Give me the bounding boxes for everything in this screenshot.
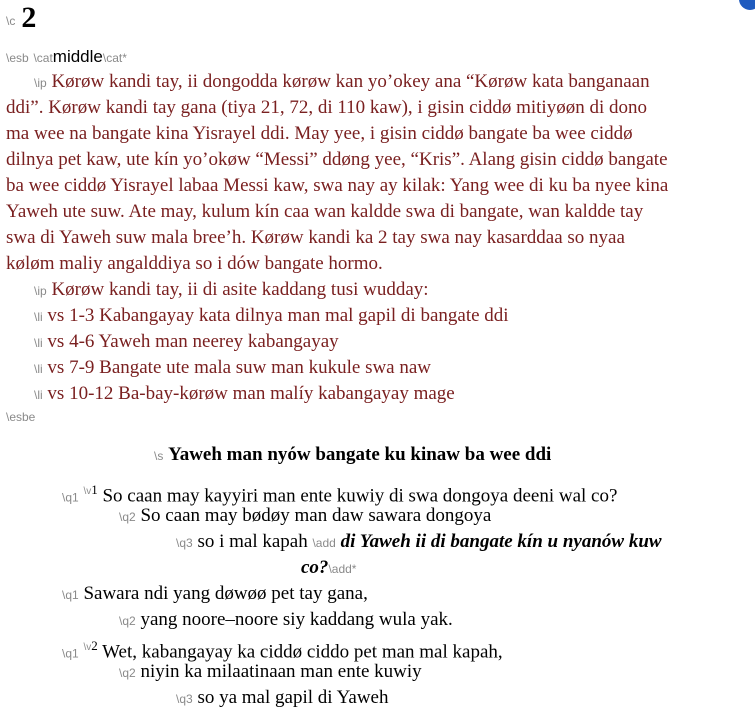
add-end-marker: \add* — [328, 562, 357, 576]
poetry-text-1: So caan may kayyiri man ente kuwiy di swa dongoya deeni wal co? — [102, 485, 618, 507]
poetry-text-4: Sawara ndi yang døwøø pet tay gana, — [83, 583, 368, 604]
q3-marker: \q3 — [176, 692, 193, 706]
esb-marker: \esb — [6, 51, 29, 65]
intro-line-4: dilnya pet kaw, ute kín yo’okøw “Messi” ddøng yee, “Kris”. Alang gisin ciddø bangate — [6, 149, 668, 170]
list-item — [34, 329, 339, 356]
poetry-text-2: So caan may bødøy man daw sawara dongoya — [140, 505, 492, 526]
intro-line-7: swa di Yaweh suw mala bree’h. Kørøw kandi ka 2 tay swa nay kasarddaa so nyaa — [6, 227, 625, 248]
list-item — [34, 381, 455, 408]
poetry-text-8: so ya mal gapil di Yaweh — [197, 687, 389, 708]
q2-marker: \q2 — [119, 510, 136, 524]
intro-text-1: Kørøw kandi tay, ii dongodda kørøw kan yo’okey ana “Kørøw kata banganaan — [51, 71, 650, 92]
poetry-text-7: niyin ka milaatinaan man ente kuwiy — [140, 661, 422, 682]
li-marker: \li — [34, 336, 43, 350]
cat-end-marker: \cat* — [102, 51, 127, 65]
s-marker: \s — [154, 449, 164, 463]
v-marker: \v — [83, 642, 92, 653]
poetry-line-3 — [176, 529, 662, 556]
intro-line-6: Yaweh ute suw. Ate may, kulum kín caa wan kaldde swa di bangate, wan kaldde tay — [6, 201, 644, 222]
intro-line-8: køløm maliy angalddiya so i dów bangate hormo. — [6, 253, 383, 274]
add-marker: \add — [312, 536, 336, 550]
poetry-text-5: yang noore–noore siy kaddang wula yak. — [140, 609, 453, 630]
section-heading — [154, 442, 551, 469]
chapter-heading — [6, 0, 36, 39]
intro2-text: Kørøw kandi tay, ii di asite kaddang tusi wudday: — [51, 279, 429, 300]
list-item — [34, 355, 431, 382]
q3-marker: \q3 — [176, 536, 193, 550]
verse-number-2: 2 — [91, 638, 98, 653]
poetry-line-5 — [119, 607, 453, 634]
section-title: Yaweh man nyów bangate ku kinaw ba wee ddi — [168, 444, 552, 465]
intro-line-2: ddi”. Kørøw kandi tay gana (tiya 21, 72, di 110 kaw), i gisin ciddø mitiyøøn di dono — [6, 97, 647, 118]
chapter-marker: \c — [6, 14, 16, 28]
q1-marker: \q1 — [62, 588, 79, 602]
poetry-line-3-cont — [301, 555, 356, 582]
poetry-line-2 — [119, 503, 491, 530]
verse-number-1: 1 — [91, 482, 98, 497]
list-item — [34, 303, 509, 330]
poetry-line-4 — [62, 581, 368, 608]
add-text-2: co? — [301, 557, 329, 578]
esbe-line — [6, 403, 35, 430]
category-text: middle — [52, 47, 103, 66]
poetry-line-7 — [119, 659, 422, 686]
list-item-text: vs 7-9 Bangate ute mala suw man kukule swa naw — [47, 357, 432, 378]
q2-marker: \q2 — [119, 666, 136, 680]
intro-line-1 — [34, 69, 650, 96]
q2-marker: \q2 — [119, 614, 136, 628]
q1-marker: \q1 — [62, 490, 79, 505]
poetry-text-6: Wet, kabangayay ka ciddø ciddo pet man mal kapah, — [102, 641, 503, 663]
poetry-text-3: so i mal kapah — [197, 531, 308, 552]
ip-marker: \ip — [34, 76, 47, 90]
intro-line-5: ba wee ciddø Yisrayel labaa Messi kaw, swa nay ay kilak: Yang wee di ku ba nyee kina — [6, 175, 669, 196]
li-marker: \li — [34, 362, 43, 376]
intro-paragraph-2 — [34, 277, 429, 304]
esbe-marker: \esbe — [6, 410, 36, 424]
li-marker: \li — [34, 388, 43, 402]
list-item-text: vs 4-6 Yaweh man neerey kabangayay — [47, 331, 339, 352]
list-item-text: vs 1-3 Kabangayay kata dilnya man mal gapil di bangate ddi — [47, 305, 509, 326]
list-item-text: vs 10-12 Ba-bay-kørøw man malíy kabangayay mage — [47, 383, 455, 404]
poetry-line-8 — [176, 685, 388, 712]
add-text-1: di Yaweh ii di bangate kín u nyanów kuw — [340, 531, 662, 552]
v-marker: \v — [83, 486, 92, 497]
cat-marker: \cat — [33, 51, 53, 65]
li-marker: \li — [34, 310, 43, 324]
sidebar-category-line — [6, 44, 127, 71]
corner-badge — [739, 0, 755, 10]
q1-marker: \q1 — [62, 646, 79, 661]
ip-marker-2: \ip — [34, 284, 47, 298]
intro-line-3: ma wee na bangate kina Yisrayel ddi. May yee, i gisin ciddø bangate ba wee ciddø — [6, 123, 633, 144]
chapter-number: 2 — [21, 1, 37, 34]
